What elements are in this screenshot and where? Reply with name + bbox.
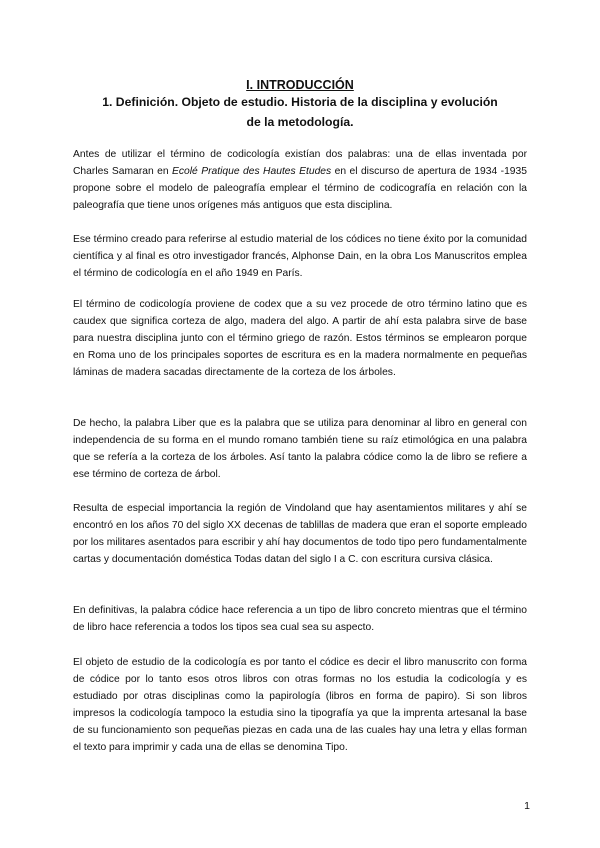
paragraph-2: Ese término creado para referirse al estudio material de los códices no tiene éxito por la comunidad científica y al final es otro investigador francés, Alphonse Dain, en la obra Los Manuscritos emplea el término de codicología en el año 1949 en París.	[73, 234, 527, 280]
paragraph-1-text-end: en el discurso de apertura de 1934 -1935 propone sobre el modelo de paleografía emplear el término de codicografía en relación con la paleografía que tiene unos orígenes más antiguos que esta disciplina.	[73, 166, 527, 212]
paragraph-5: Resulta de especial importancia la región de Vindoland que hay asentamientos militares y ahí se encontró en los años 70 del siglo XX decenas de tablillas de madera que eran el soporte empleado por los militares asentados para escribir y ahí hay documentos de todo tipo pero fundamentalmente cartas y documentación doméstica Todas datan del siglo I a C. con escritura cursiva clásica.	[73, 503, 527, 566]
section-heading: 1. Definición. Objeto de estudio. Historia de la disciplina y evolución de la metodología.	[102, 95, 498, 129]
page-number: 1	[524, 800, 530, 812]
paragraph-7: El objeto de estudio de la codicología es por tanto el códice es decir el libro manuscrito con forma de códice por lo tanto esos otros libros con otras formas no los estudia la codicología y es estudiado por otras disciplinas como la papirología (libros en forma de papiro). Si son libros impresos la codicología tampoco la estudia sino la tipografía ya que la imprenta artesanal la base de su funcionamiento son pequeñas piezas en cada una de las cuales hay una letra y ellas forman el texto para imprimir y cada una de ellas se denomina Tipo.	[73, 657, 527, 754]
paragraph-3: El término de codicología proviene de codex que a su vez procede de otro término latino que es caudex que significa corteza de algo, madera del algo. A partir de ahí esta palabra sirve de base para nuestra disciplina junto con el término griego de razón. Estos términos se emplearon porque en Roma uno de los principales soportes de escritura es en la madera normalmente en pequeñas láminas de madera sacadas directamente de la corteza de los árboles.	[73, 299, 527, 379]
paragraph-1	[73, 146, 527, 214]
paragraph-6: En definitivas, la palabra códice hace referencia a un tipo de libro concreto mientras que el término de libro hace referencia a todos los tipos sea cual sea su aspecto.	[73, 605, 527, 634]
institution-name-italic: Ecolé Pratique des Hautes Etudes	[172, 166, 332, 178]
chapter-title: I. INTRODUCCIÓN	[246, 78, 354, 92]
paragraph-4: De hecho, la palabra Liber que es la palabra que se utiliza para denominar al libro en general con independencia de su forma en el mundo romano también tiene su raíz etimológica en una palabra que se refería a la corteza de los árboles. Así tanto la palabra códice como la de libro se refiere a ese término de corteza de árbol.	[73, 418, 527, 481]
paragraph-1-text-start: Antes de utilizar el término de codicología existían dos palabras: una de ellas inventada por Charles Samaran en	[73, 149, 527, 178]
